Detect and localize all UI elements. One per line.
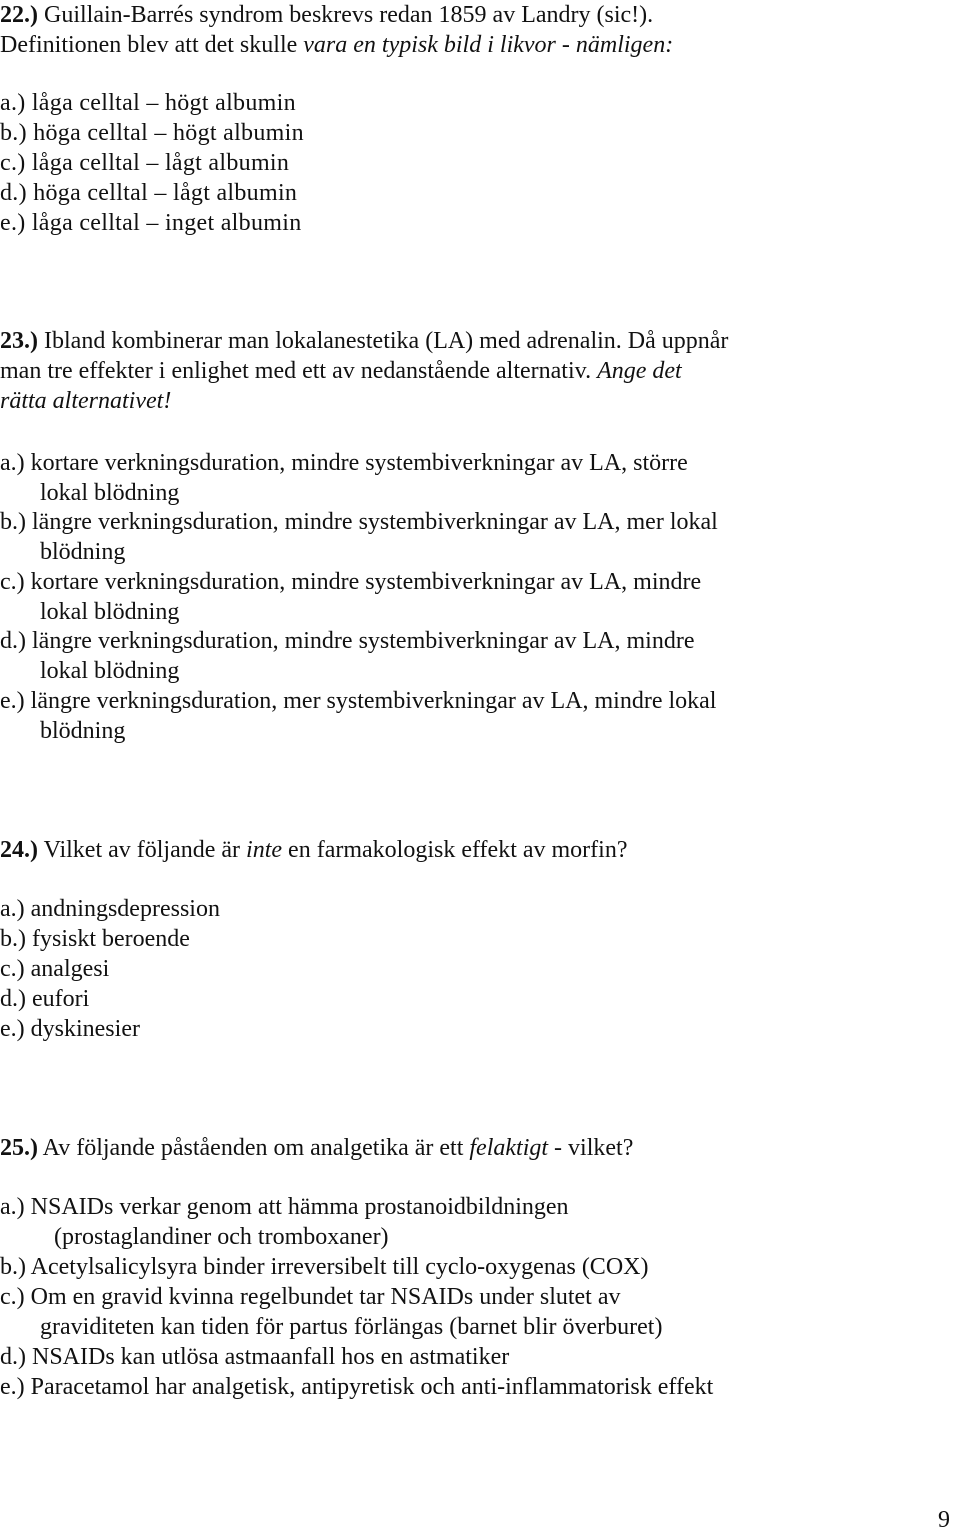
q23-stem-line-2 bbox=[0, 356, 682, 386]
q25-stem-text-2: - vilket? bbox=[548, 1135, 634, 1161]
q25-stem-emphasis: felaktigt bbox=[469, 1135, 549, 1161]
q25-number: 25.) bbox=[0, 1135, 38, 1161]
q22-stem-text-1: Guillain-Barrés syndrom beskrevs redan 1859 av Landry (sic!). bbox=[44, 2, 654, 28]
q22-option-b: b.) höga celltal – högt albumin bbox=[0, 120, 304, 146]
q24-stem-text-2: en farmakologisk effekt av morfin? bbox=[282, 837, 628, 863]
q24-option-c: c.) analgesi bbox=[0, 956, 110, 982]
q24-option-b: b.) fysiskt beroende bbox=[0, 926, 190, 952]
q23-option-b: b.) längre verkningsduration, mindre systembiverkningar av LA, mer lokal bbox=[0, 509, 718, 535]
q25-option-a: a.) NSAIDs verkar genom att hämma prostanoidbildningen bbox=[0, 1194, 569, 1220]
q22-stem-text-2: Definitionen blev att det skulle bbox=[0, 32, 304, 58]
page-number: 9 bbox=[938, 1507, 950, 1533]
q23-number: 23.) bbox=[0, 328, 38, 354]
q22-option-c: c.) låga celltal – lågt albumin bbox=[0, 150, 290, 176]
q25-option-e: e.) Paracetamol har analgetisk, antipyretisk och anti-inflammatorisk effekt bbox=[0, 1374, 714, 1400]
q23-option-a-cont: lokal blödning bbox=[40, 480, 180, 506]
q25-option-c: c.) Om en gravid kvinna regelbundet tar NSAIDs under slutet av bbox=[0, 1284, 621, 1310]
q24-stem-emphasis: inte bbox=[246, 837, 283, 863]
q24-option-d: d.) eufori bbox=[0, 986, 90, 1012]
q23-option-a: a.) kortare verkningsduration, mindre systembiverkningar av LA, större bbox=[0, 450, 688, 476]
q22-number: 22.) bbox=[0, 2, 38, 28]
q25-stem-line bbox=[0, 1133, 633, 1163]
q24-option-a: a.) andningsdepression bbox=[0, 896, 220, 922]
q23-option-d: d.) längre verkningsduration, mindre systembiverkningar av LA, mindre bbox=[0, 628, 695, 654]
q25-option-d: d.) NSAIDs kan utlösa astmaanfall hos en astmatiker bbox=[0, 1344, 510, 1370]
q22-option-a: a.) låga celltal – högt albumin bbox=[0, 90, 296, 116]
q23-stem-text-2: man tre effekter i enlighet med ett av nedanstående alternativ. bbox=[0, 358, 598, 384]
q22-stem-line-2 bbox=[0, 30, 673, 60]
q23-option-e-cont: blödning bbox=[40, 718, 126, 744]
q25-option-c-cont: graviditeten kan tiden för partus förlängas (barnet blir överburet) bbox=[40, 1314, 663, 1340]
q22-option-d: d.) höga celltal – lågt albumin bbox=[0, 180, 298, 206]
q23-option-e: e.) längre verkningsduration, mer systembiverkningar av LA, mindre lokal bbox=[0, 688, 717, 714]
q23-option-c-cont: lokal blödning bbox=[40, 599, 180, 625]
q25-stem-text-1: Av följande påståenden om analgetika är ett bbox=[38, 1135, 470, 1161]
q23-stem-line-3 bbox=[0, 386, 171, 416]
q22-stem-emphasis: vara en typisk bild i likvor - nämligen: bbox=[303, 32, 674, 58]
q23-stem-emphasis-1: Ange det bbox=[597, 358, 682, 384]
q23-stem-line-1 bbox=[0, 326, 728, 356]
q24-number: 24.) bbox=[0, 837, 38, 863]
q25-option-b: b.) Acetylsalicylsyra binder irreversibelt till cyclo-oxygenas (COX) bbox=[0, 1254, 649, 1280]
q23-stem-emphasis-2: rätta alternativet! bbox=[0, 388, 172, 414]
q22-stem-line-1 bbox=[0, 0, 653, 30]
q23-stem-text-1: Ibland kombinerar man lokalanestetika (LA) med adrenalin. Då uppnår bbox=[38, 328, 729, 354]
q25-option-a-cont: (prostaglandiner och tromboxaner) bbox=[54, 1224, 389, 1250]
q23-option-d-cont: lokal blödning bbox=[40, 658, 180, 684]
q24-stem-text-1: Vilket av följande är bbox=[38, 837, 247, 863]
q22-option-e: e.) låga celltal – inget albumin bbox=[0, 210, 302, 236]
q23-option-c: c.) kortare verkningsduration, mindre systembiverkningar av LA, mindre bbox=[0, 569, 702, 595]
q23-option-b-cont: blödning bbox=[40, 539, 126, 565]
q24-stem-line bbox=[0, 835, 627, 865]
q24-option-e: e.) dyskinesier bbox=[0, 1016, 140, 1042]
